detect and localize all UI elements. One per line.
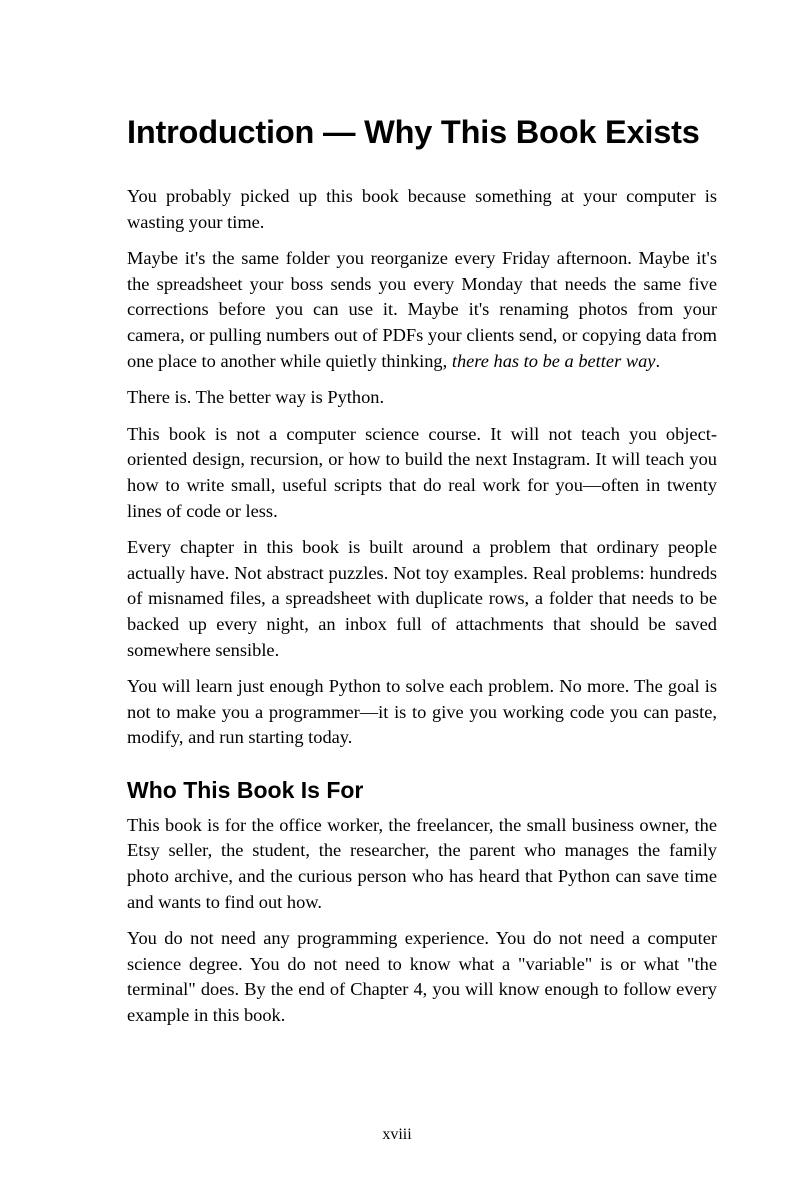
intro-paragraph-2-text: Maybe it's the same folder you reorganize every Friday afternoon. Maybe it's the spreadsheet your boss sends you every Monday that needs the same five corrections before you can use it. Maybe it's renaming photos from your camera, or pulling numbers out of PDFs your clients send, or copying data from one place to another while quietly thinking, (127, 248, 717, 371)
intro-paragraph-6: You will learn just enough Python to solve each problem. No more. The goal is not to make you a programmer—it is to give you working code you can paste, modify, and run starting today. (127, 676, 717, 748)
intro-paragraph-2-period: . (655, 350, 661, 371)
intro-paragraph-5: Every chapter in this book is built around a problem that ordinary people actually have. Not abstract puzzles. Not toy examples. Real problems: hundreds of misnamed files, a spreadsheet with duplicate rows, a folder that needs to be backed up every night, an inbox full of attachments that should be saved somewhere sensible. (127, 537, 717, 660)
intro-paragraph-1: You probably picked up this book because something at your computer is wasting your time. (127, 186, 717, 232)
intro-paragraph-4: This book is not a computer science course. It will not teach you object-oriented design, recursion, or how to build the next Instagram. It will teach you how to write small, useful scripts that do real work for you—often in twenty lines of code or less. (127, 423, 717, 521)
intro-paragraph-3: There is. The better way is Python. (127, 387, 385, 408)
page-content (127, 112, 717, 1040)
page-number: xviii (382, 1126, 412, 1143)
section-heading: Who This Book Is For (127, 776, 364, 803)
audience-paragraph-2: You do not need any programming experience. You do not need a computer science degree. You do not need to know what a "variable" is or what "the terminal" does. By the end of Chapter 4, you will know enough to follow every example in this book. (127, 928, 717, 1026)
audience-paragraph-1: This book is for the office worker, the freelancer, the small business owner, the Etsy seller, the student, the researcher, the parent who manages the family photo archive, and the curious person who has heard that Python can save time and wants to find out how. (127, 814, 717, 912)
intro-paragraph-2 (127, 246, 717, 374)
chapter-title: Introduction — Why This Book Exists (127, 114, 700, 150)
intro-paragraph-2-emphasis: there has to be a better way (451, 350, 656, 371)
